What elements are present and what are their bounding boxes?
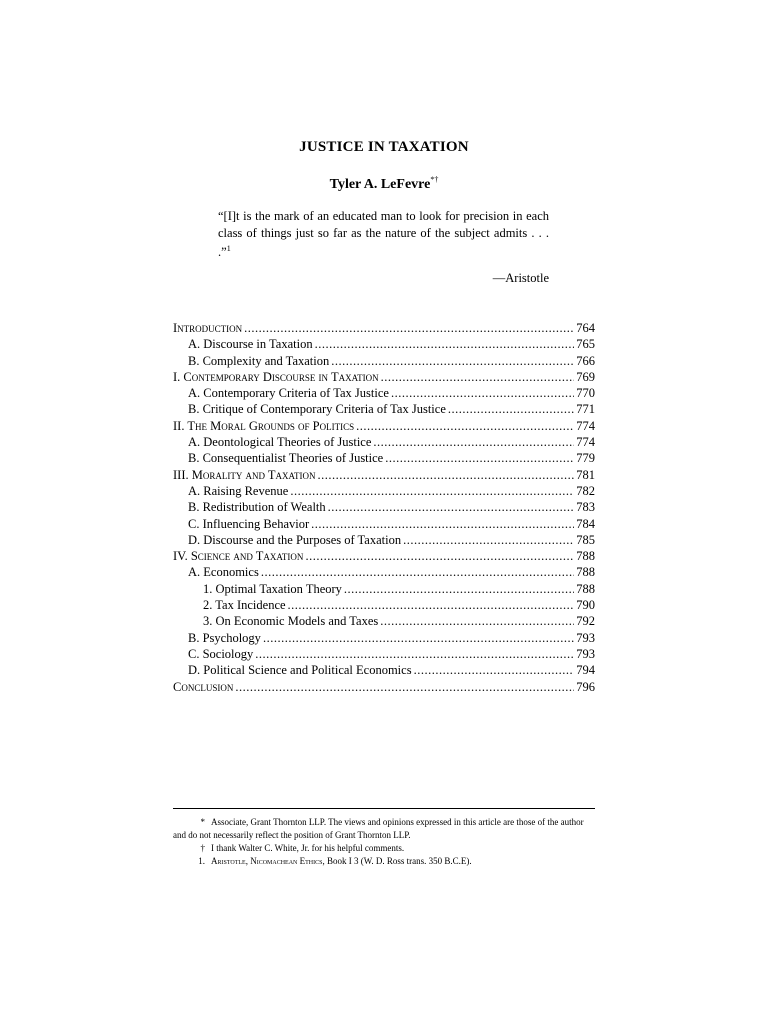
toc-leader-dots	[261, 564, 574, 580]
toc-entry	[173, 320, 595, 336]
toc-entry-label: A. Contemporary Criteria of Tax Justice	[188, 386, 389, 401]
toc-entry-label: IV. Science and Taxation	[173, 549, 304, 564]
toc-entry-page: 790	[576, 598, 595, 613]
toc-leader-dots	[391, 385, 574, 401]
toc-entry-page: 792	[576, 614, 595, 629]
toc-entry-page: 788	[576, 565, 595, 580]
toc-leader-dots	[356, 418, 574, 434]
toc-entry	[173, 499, 595, 515]
toc-entry	[173, 434, 595, 450]
toc-entry	[173, 369, 595, 385]
toc-entry-label: I. Contemporary Discourse in Taxation	[173, 369, 379, 384]
toc-entry	[173, 483, 595, 499]
toc-leader-dots	[380, 613, 574, 629]
toc-entry	[173, 613, 595, 629]
toc-leader-dots	[373, 434, 574, 450]
toc-entry-page: 788	[576, 581, 595, 596]
toc-entry	[173, 418, 595, 434]
toc-leader-dots	[263, 630, 574, 646]
toc-entry-page: 788	[576, 549, 595, 564]
toc-entry-page: 793	[576, 646, 595, 661]
toc-entry-label: A. Raising Revenue	[188, 483, 289, 498]
author-footnote-marks: *†	[430, 175, 439, 184]
toc-leader-dots	[311, 516, 574, 532]
toc-entry	[173, 336, 595, 352]
article-title: JUSTICE IN TAXATION	[299, 139, 469, 155]
toc-entry-label: Introduction	[173, 321, 243, 335]
toc-leader-dots	[244, 320, 574, 336]
toc-entry	[173, 597, 595, 613]
footnote-text: I thank Walter C. White, Jr. for his helpful comments.	[211, 843, 405, 853]
toc-entry-label: B. Critique of Contemporary Criteria of Tax Justice	[188, 402, 446, 417]
toc-entry-page: 793	[576, 630, 595, 645]
toc-leader-dots	[288, 597, 575, 613]
toc-entry	[173, 353, 595, 369]
toc-entry-label: 1. Optimal Taxation Theory	[203, 581, 342, 596]
toc-entry-label: B. Redistribution of Wealth	[188, 500, 326, 515]
toc-entry-label: II. The Moral Grounds of Politics	[173, 418, 355, 433]
toc-entry-label: D. Political Science and Political Economics	[188, 663, 412, 678]
toc-leader-dots	[290, 483, 574, 499]
toc-entry-page: 782	[576, 483, 595, 498]
epigraph-attribution: —Aristotle	[492, 271, 549, 285]
toc-leader-dots	[414, 662, 575, 678]
footnote-text: , Book I 3 (W. D. Ross trans. 350 B.C.E).	[322, 856, 472, 866]
toc-entry	[173, 662, 595, 678]
toc-entry-page: 766	[576, 353, 595, 368]
toc-entry	[173, 532, 595, 548]
toc-leader-dots	[385, 450, 574, 466]
toc-entry	[173, 679, 595, 695]
footnote-mark: *	[200, 817, 205, 827]
toc-entry-page: 765	[576, 337, 595, 352]
toc-entry-page: 779	[576, 451, 595, 466]
toc-entry-label: 2. Tax Incidence	[203, 598, 286, 613]
toc-leader-dots	[235, 679, 574, 695]
footnote-mark: †	[200, 843, 205, 853]
table-of-contents	[173, 320, 595, 695]
toc-leader-dots	[381, 369, 575, 385]
toc-entry-label: B. Psychology	[188, 630, 261, 645]
epigraph-text: “[I]t is the mark of an educated man to look for precision in each class of things just so far as the nature of the subject admits . . . .”	[218, 209, 549, 259]
article-author	[0, 175, 768, 193]
toc-entry-page: 774	[576, 435, 595, 450]
toc-entry-label: 3. On Economic Models and Taxes	[203, 614, 379, 629]
toc-leader-dots	[305, 548, 574, 564]
toc-entry	[173, 516, 595, 532]
toc-entry	[173, 548, 595, 564]
toc-entry	[173, 564, 595, 580]
toc-entry-page: 764	[576, 321, 595, 335]
toc-entry-label: B. Complexity and Taxation	[188, 353, 330, 368]
toc-entry-page: 794	[576, 663, 595, 678]
toc-entry	[173, 401, 595, 417]
footnote-thanks	[173, 842, 595, 855]
toc-entry	[173, 385, 595, 401]
toc-entry-label: C. Influencing Behavior	[188, 516, 310, 531]
toc-entry	[173, 646, 595, 662]
toc-entry-page: 774	[576, 418, 595, 433]
toc-entry-label: A. Economics	[188, 565, 259, 580]
footnote-divider	[173, 808, 595, 809]
toc-leader-dots	[448, 401, 574, 417]
toc-entry	[173, 450, 595, 466]
toc-entry	[173, 581, 595, 597]
toc-entry-label: C. Sociology	[188, 646, 254, 661]
toc-entry-page: 769	[576, 369, 595, 384]
toc-entry-page: 770	[576, 386, 595, 401]
epigraph-footnote-ref: 1	[226, 244, 231, 253]
footnotes	[173, 816, 595, 868]
footnote-citation-title: Aristotle, Nicomachean Ethics	[211, 856, 323, 866]
toc-entry-page: 796	[576, 679, 595, 694]
footnote-text: Associate, Grant Thornton LLP. The views and opinions expressed in this article are those of the author and do not necessarily reflect the position of Grant Thornton LLP.	[173, 817, 584, 840]
toc-entry	[173, 630, 595, 646]
author-name: Tyler A. LeFevre	[329, 177, 431, 192]
toc-leader-dots	[315, 336, 575, 352]
toc-leader-dots	[403, 532, 574, 548]
toc-entry-label: III. Morality and Taxation	[173, 467, 316, 482]
footnote-mark: 1.	[198, 856, 205, 866]
toc-leader-dots	[344, 581, 574, 597]
footnote-author	[173, 816, 595, 842]
toc-entry-page: 784	[576, 516, 595, 531]
toc-entry-label: D. Discourse and the Purposes of Taxation	[188, 532, 402, 547]
toc-entry-label: A. Deontological Theories of Justice	[188, 435, 372, 450]
toc-entry-label: B. Consequentialist Theories of Justice	[188, 451, 384, 466]
toc-leader-dots	[331, 353, 574, 369]
toc-entry-label: A. Discourse in Taxation	[188, 337, 313, 352]
epigraph-quote	[218, 208, 549, 261]
toc-leader-dots	[328, 499, 575, 515]
toc-entry-page: 783	[576, 500, 595, 515]
toc-leader-dots	[255, 646, 574, 662]
toc-entry-page: 785	[576, 532, 595, 547]
toc-entry-page: 781	[576, 467, 595, 482]
toc-leader-dots	[318, 467, 575, 483]
toc-entry-page: 771	[576, 402, 595, 417]
footnote-citation	[173, 855, 595, 868]
toc-entry	[173, 467, 595, 483]
toc-entry-label: Conclusion	[173, 679, 234, 694]
